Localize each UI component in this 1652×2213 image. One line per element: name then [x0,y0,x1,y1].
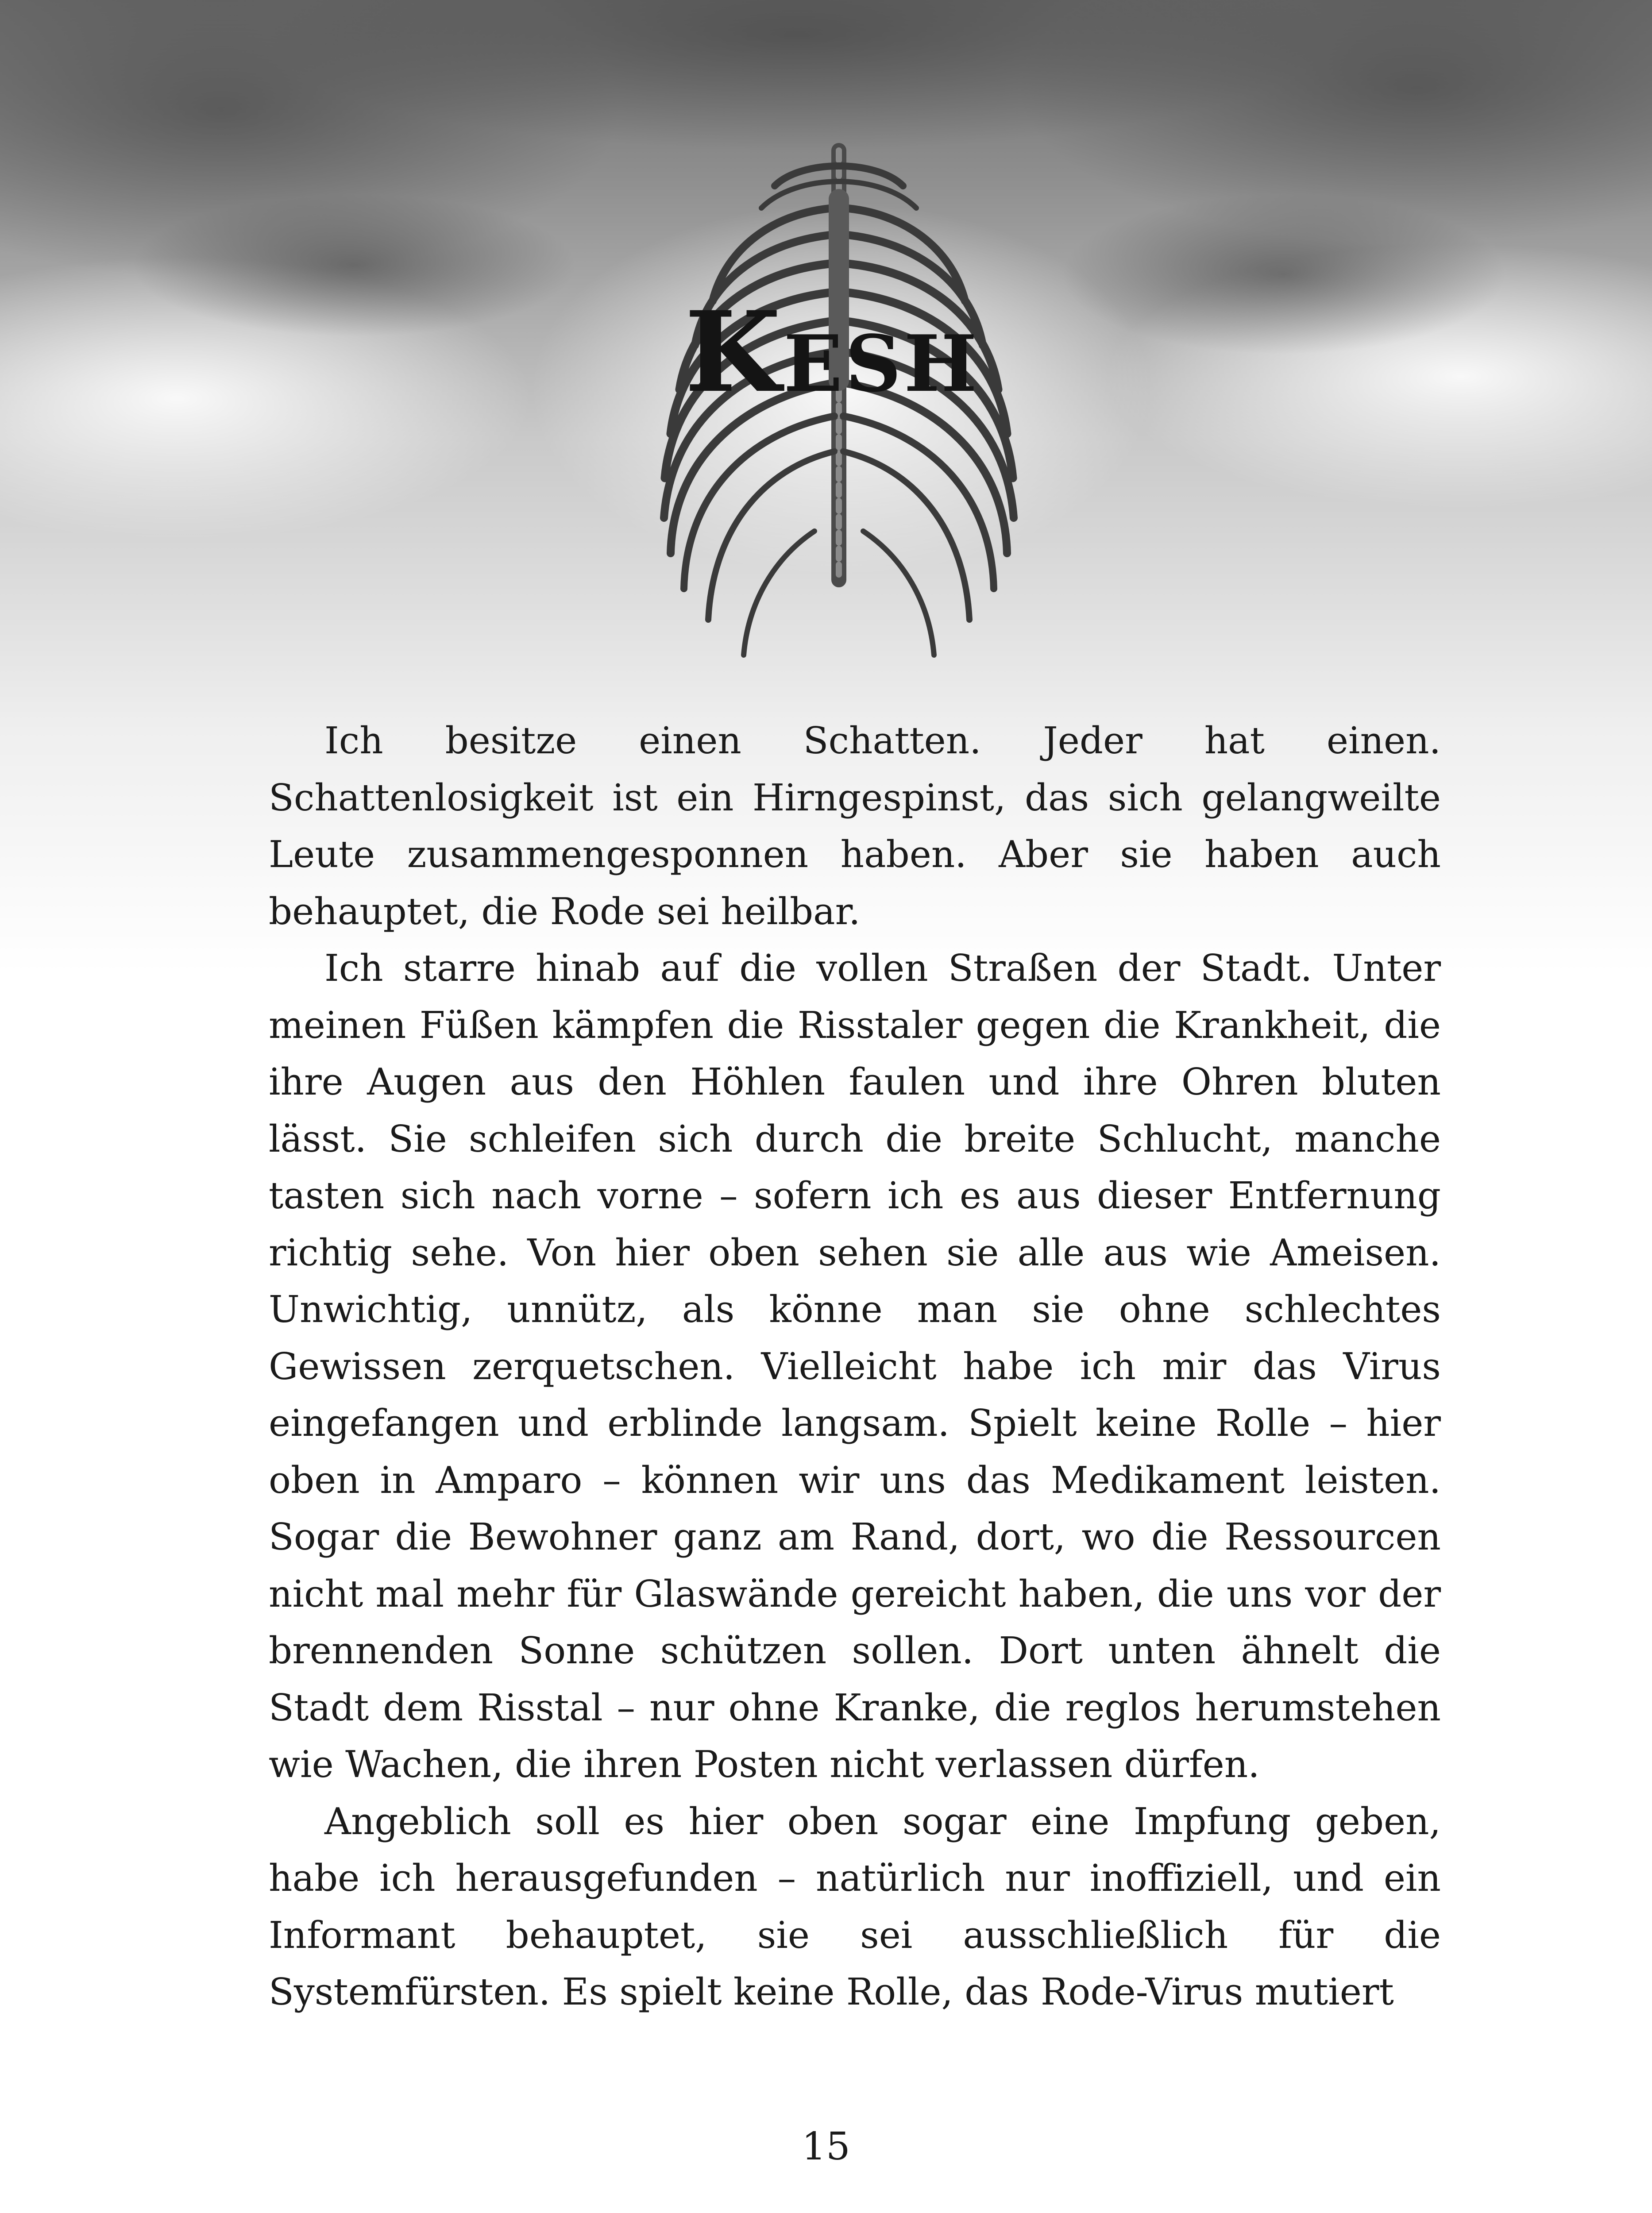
paragraph: Ich starre hinab auf die vollen Straßen der Stadt. Unter meinen Füßen kämpfen die Risstaler gegen die Krankheit, die ihre Augen aus den Höhlen faulen und ihre Ohren bluten lässt. Sie schleifen sich durch die breite Schlucht, manche tasten sich nach vorne – sofern ich es aus dieser Entfernung richtig sehe. Von hier oben sehen sie alle aus wie Ameisen. Unwichtig, unnütz, als könne man sie ohne schlechtes Gewissen zerquetschen. Vielleicht habe ich mir das Virus eingefangen und erblinde langsam. Spielt keine Rolle – hier oben in Amparo – können wir uns das Medikament leisten. Sogar die Bewohner ganz am Rand, dort, wo die Ressourcen nicht mal mehr für Glaswände gereicht haben, die uns vor der brennenden Sonne schützen sollen. Dort unten ähnelt die Stadt dem Risstal – nur ohne Kranke, die reglos herumstehen wie Wachen, die ihren Posten nicht verlassen dürfen. [269,947,1441,1786]
body-text [269,713,1441,2021]
chapter-title: Kesh [684,287,980,417]
paragraph: Angeblich soll es hier oben sogar eine Impfung geben, habe ich herausgefunden – natürlich nur inoffiziell, und ein Informant behauptet, sie sei ausschließlich für die Systemfürsten. Es spielt keine Rolle, das Rode-Virus mutiert [269,1800,1441,2013]
paragraph: Ich besitze einen Schatten. Jeder hat einen. Schattenlosigkeit ist ein Hirngespinst, das sich gelangweilte Leute zusammengesponnen haben. Aber sie haben auch behauptet, die Rode sei heilbar. [269,719,1441,933]
page-number: 15 [802,2124,850,2169]
